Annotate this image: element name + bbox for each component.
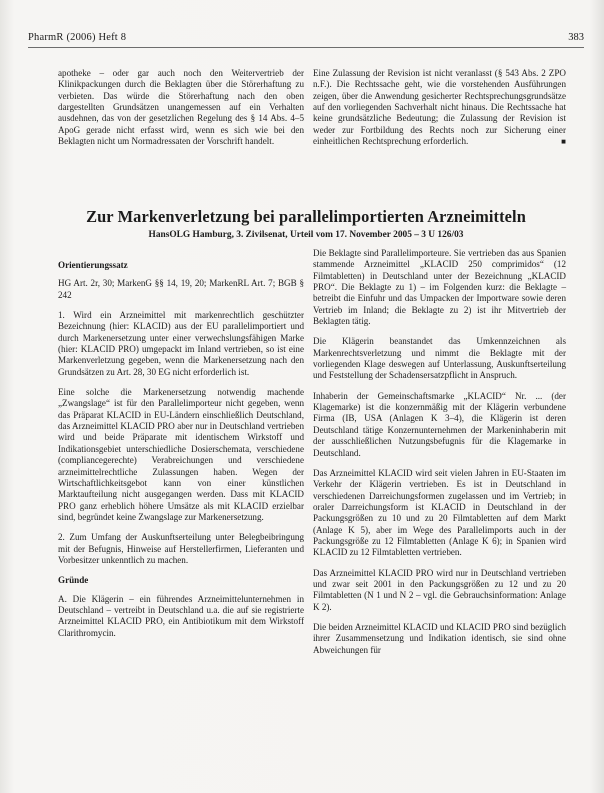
main-left-column bbox=[58, 260, 304, 648]
top-right-paragraph: Eine Zulassung der Revision ist nicht veranlasst (§ 543 Abs. 2 ZPO n.F.). Die Rechtssache geht, wie die vorstehenden Ausführungen zeigen, über die Anwendung gesicherter Rechtsprechungsgrundsätze auf den vorliegenden Sachverhalt nicht hinaus. Die Rechtssache hat keine grundsätzliche Bedeutung; die Zulassung der Revision ist weder zur Fortbildung des Rechts noch zur Sicherung einer einheitlichen Rechtsprechung erforderlich. bbox=[313, 68, 566, 147]
paragraph: 1. Wird ein Arzneimittel mit markenrechtlich geschützter Bezeichnung (hier: KLACID) aus der EU parallelimportiert und durch Markenersetzung unter einer verwechslungsfähigen Marke (hier: KLACID PRO) umgepackt im Inland vertrieben, so ist eine Markenverletzung gegeben, wenn die Markenersetzung nach den Grundsätzen zu Art. 28, 30 EG nicht erforderlich ist. bbox=[58, 310, 304, 377]
paragraph: Inhaberin der Gemeinschaftsmarke „KLACID“ Nr. ... (der Klagemarke) ist die konzernmäßig mit der Klägerin verbundene Firma (IB, USA (Anlagen K 3–4), die Klägerin ist deren Deutschland tätige Konzernunternehmen der Markeninhaberin mit der ausschließlichen Nutzungsbefugnis für die Klagemarke in Deutschland. bbox=[313, 390, 566, 458]
paragraph: Die beiden Arzneimittel KLACID und KLACID PRO sind bezüglich ihrer Zusammensetzung und Indikation identisch, sie sind ohne Abweichungen für bbox=[313, 621, 566, 655]
section-heading: Orientierungssatz bbox=[58, 260, 128, 270]
paragraph: Das Arzneimittel KLACID PRO wird nur in Deutschland vertrieben und zwar seit 2001 in den Packungsgrößen zu 12 und zu 20 Filmtabletten (N 1 und N 2 – vgl. die Gebrauchsinformation: Anlage K 2). bbox=[313, 567, 566, 612]
article-subtitle: HansOLG Hamburg, 3. Zivilsenat, Urteil vom 17. November 2005 – 3 U 126/03 bbox=[148, 230, 464, 240]
section-heading: Gründe bbox=[58, 575, 89, 586]
end-mark: ■ bbox=[561, 137, 566, 147]
paragraph: Eine solche die Markenersetzung notwendig machende „Zwangslage“ ist für den Parallelimporteur nicht gegeben, wenn das Präparat KLACID in EU-Ländern einschließlich Deutschland, das Arzneimittel KLACID PRO aber nur in Deutschland vertrieben wird und beide Präparate mit identischem Wirkstoff und Indikationsgebiet unterschiedliche Dosierschemata, verschiedene (compliancegerechte) Verabreichungen und verschiedene arzneimittelrechtliche Zulassungen haben. Wegen der Wirtschaftlichkeitsgebot kann von einer künstlichen Marktaufteilung nicht ausgegangen werden. Dass mit KLACID PRO ganz erheblich höhere Umsätze als mit KLACID erzielbar sind, begründet keine Zwangslage zur Markenersetzung. bbox=[58, 387, 304, 522]
paragraph: 2. Zum Umfang der Auskunftserteilung unter Belegbeibringung mit der Befugnis, Hinweise auf Herstellerfirmen, Lieferanten und Vorbesitzer unkenntlich zu machen. bbox=[58, 532, 304, 565]
journal-header: PharmR (2006) Heft 8 bbox=[28, 32, 127, 43]
top-left-column bbox=[58, 68, 304, 156]
top-right-column bbox=[313, 68, 566, 156]
header-rule bbox=[28, 47, 584, 48]
page-number: 383 bbox=[568, 32, 584, 43]
top-left-paragraph: apotheke – oder gar auch noch den Weitervertrieb der Klinikpackungen durch die Beklagten über die Störerhaftung zu verbieten. Das würde die Störerhaftung nach den oben dargestellten Grundsätzen unangemessen auf ein Verhalten ausdehnen, das von der gesetzlichen Regelung des § 14 Abs. 4–5 ApoG gerade nicht erfasst wird, wenn es sich wie bei den Beklagten nicht um Normadressaten der Vorschrift handelt. bbox=[58, 68, 304, 147]
paragraph: HG Art. 2r, 30; MarkenG §§ 14, 19, 20; MarkenRL Art. 7; BGB § 242 bbox=[58, 278, 304, 300]
paragraph: Die Klägerin beanstandet das Umkennzeichnen als Markenrechtsverletzung und nimmt die Beklagte mit der vorliegenden Klage deswegen auf Unterlassung, Auskunftserteilung und Feststellung der Schadensersatzpflicht in Anspruch. bbox=[313, 336, 566, 381]
article-title: Zur Markenverletzung bei parallelimportierten Arzneimitteln bbox=[86, 207, 526, 226]
main-right-column bbox=[313, 248, 566, 665]
paragraph: Die Beklagte sind Parallelimporteure. Sie vertrieben das aus Spanien stammende Arzneimittel „KLACID 250 comprimidos“ (12 Filmtabletten) in Deutschland unter der Bezeichnung „KLACID PRO“. Die Beklagte zu 1) – im Folgenden kurz: die Beklagte – betreibt die Einfuhr und das Umpacken der Importware sowie deren Vertrieb im Inland; die Beklagte zu 2) ist ihr Mitvertrieb der Beklagten tätig. bbox=[313, 248, 566, 327]
paragraph: Das Arzneimittel KLACID wird seit vielen Jahren in EU-Staaten im Verkehr der Klägerin vertrieben. Es ist in Deutschland in verschiedenen Darreichungsformen zugelassen und im Vertrieb; in oraler Darreichungsform ist KLACID in Deutschland in der Packungsgrößen zu 10 und zu 20 Filmtabletten auf dem Markt (Anlage K 5), aber im Wege des Parallelimports auch in der Packungsgröße zu 12 Filmtabletten (Anlage K 6); in Spanien wird KLACID zu 12 Filmtabletten vertrieben. bbox=[313, 467, 566, 558]
paragraph: A. Die Klägerin – ein führendes Arzneimittelunternehmen in Deutschland – vertreibt in Deutschland u.a. die auf sie registrierte Arzneimittel KLACID PRO, ein Antibiotikum mit dem Wirkstoff Clarithromycin. bbox=[58, 593, 304, 638]
